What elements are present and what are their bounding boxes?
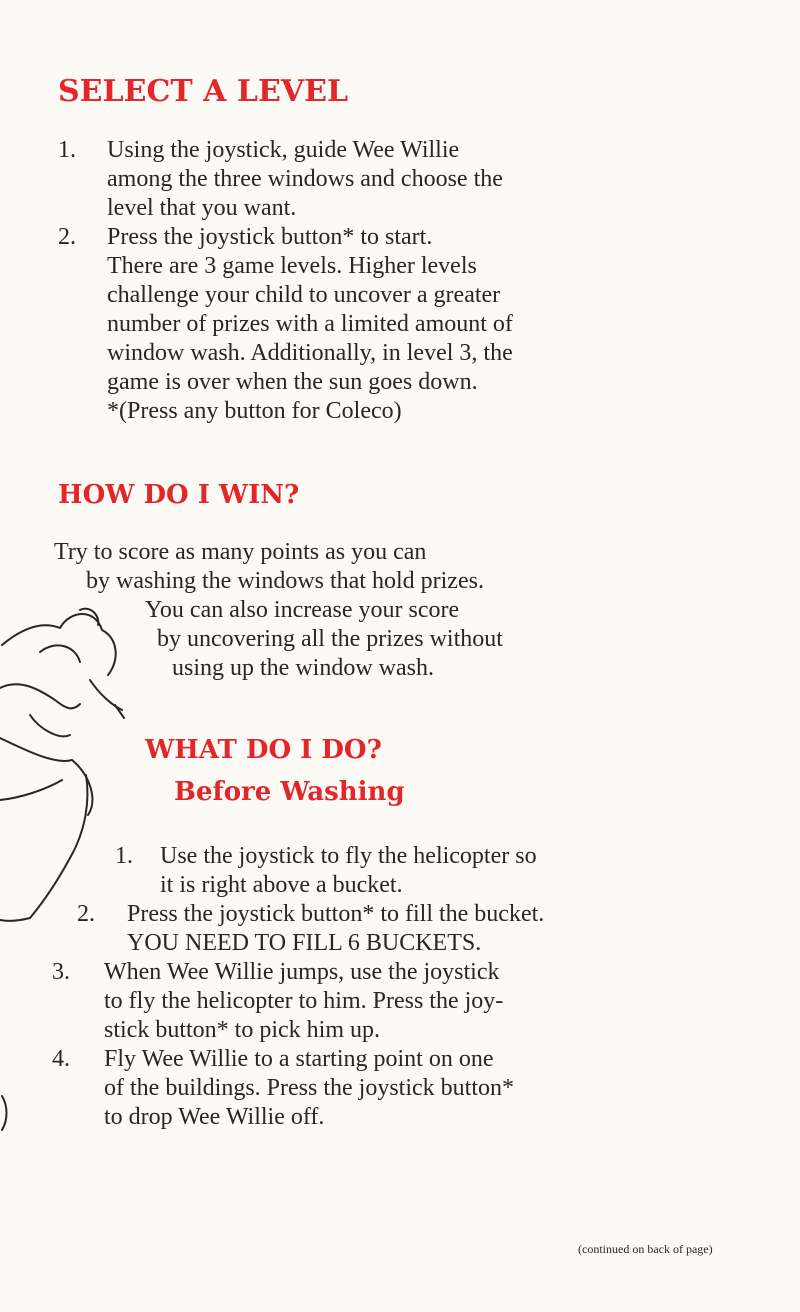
footnote-text: *(Press any button for Coleco) [107,398,402,424]
step-text: stick button* to pick him up. [104,1017,380,1043]
step-text: There are 3 game levels. Higher levels [107,253,477,279]
step-number: 1. [115,843,133,869]
step-number: 4. [52,1046,70,1072]
step-text: number of prizes with a limited amount of [107,311,513,337]
continued-note: (continued on back of page) [578,1242,713,1256]
step-text: Fly Wee Willie to a starting point on one [104,1046,494,1072]
step-number: 3. [52,959,70,985]
heading-what-do-i-do: WHAT DO I DO? [145,735,382,765]
body-text: Try to score as many points as you can [54,539,427,565]
body-text: by washing the windows that hold prizes. [86,568,484,594]
step-text: YOU NEED TO FILL 6 BUCKETS. [127,930,482,956]
step-text: to fly the helicopter to him. Press the joy- [104,988,504,1014]
step-number: 2. [77,901,95,927]
subheading-before-washing: Before Washing [174,777,405,807]
step-text: of the buildings. Press the joystick button* [104,1075,514,1101]
step-text: challenge your child to uncover a greater [107,282,501,308]
step-text: Using the joystick, guide Wee Willie [107,137,460,163]
step-text: game is over when the sun goes down. [107,369,478,395]
chef-illustration [0,600,140,1160]
step-text: Press the joystick button* to start. [107,224,433,250]
step-text: to drop Wee Willie off. [104,1104,325,1130]
heading-how-do-i-win: HOW DO I WIN? [58,480,300,510]
heading-select-a-level: SELECT A LEVEL [58,74,349,109]
step-text: Use the joystick to fly the helicopter so [160,843,537,869]
body-text: You can also increase your score [145,597,460,623]
step-text: it is right above a bucket. [160,872,403,898]
body-text: using up the window wash. [172,655,434,681]
step-text: window wash. Additionally, in level 3, the [107,340,513,366]
step-text: level that you want. [107,195,297,221]
step-text: When Wee Willie jumps, use the joystick [104,959,500,985]
step-number: 1. [58,137,76,163]
body-text: by uncovering all the prizes without [157,626,503,652]
step-number: 2. [58,224,76,250]
step-text: Press the joystick button* to fill the bucket. [127,901,545,927]
step-text: among the three windows and choose the [107,166,503,192]
